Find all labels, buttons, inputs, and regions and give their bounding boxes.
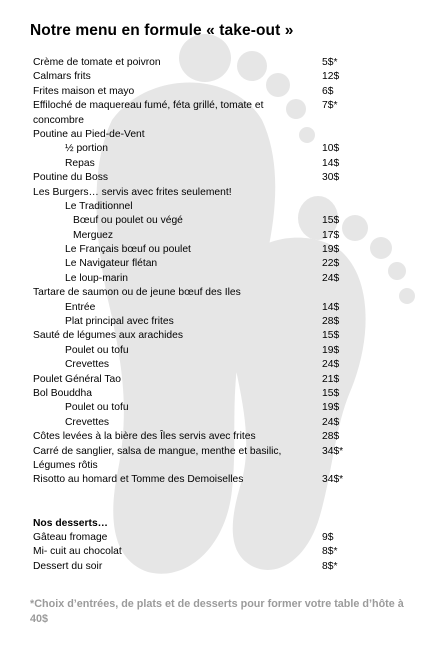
right-foot-toe (388, 262, 406, 280)
menu-item-price: 14$ (322, 157, 340, 169)
menu-item-name: Le loup-marin (65, 272, 128, 284)
menu-item (33, 430, 353, 444)
desserts-heading (33, 517, 353, 531)
menu-item-price: 34$* (322, 445, 344, 457)
menu-item-price: 5$* (322, 57, 338, 68)
menu-item-name: Poutine du Boss (33, 172, 108, 184)
menu-item-name: Poulet ou tofu (65, 402, 129, 414)
menu-item (33, 56, 353, 70)
menu-item (33, 272, 353, 286)
menu-item (33, 315, 353, 329)
menu-item (33, 286, 353, 300)
section-spacer (33, 502, 353, 516)
menu-item (33, 358, 353, 372)
menu-item-name: Crème de tomate et poivron (33, 57, 161, 68)
menu-item-price: 21$ (322, 373, 340, 385)
menu-item-name: Frites maison et mayo (33, 85, 135, 97)
menu-item (33, 200, 353, 214)
menu-item-price: 24$ (322, 359, 340, 371)
menu-item (33, 99, 353, 128)
menu-item (33, 70, 353, 84)
menu-item-price: 6$ (322, 85, 334, 97)
menu-item-price: 15$ (322, 215, 340, 227)
section-spacer (33, 488, 353, 502)
menu-item (33, 401, 353, 415)
menu-item-name: Crevettes (65, 416, 110, 428)
menu-item-name: Calmars frits (33, 71, 91, 83)
menu-item (33, 142, 353, 156)
table-dhote-footnote: *Choix d’entrées, de plats et de desserts pour former votre table d’hôte à 40$ (30, 598, 404, 625)
right-foot-toe (399, 288, 415, 304)
menu-item-price: 28$ (322, 431, 340, 443)
menu-item-name: Tartare de saumon ou de jeune bœuf des Iles (33, 287, 241, 299)
menu-item-price: 34$* (322, 474, 344, 486)
menu-item-name: Bœuf ou poulet ou végé (73, 215, 183, 227)
menu-item (33, 186, 353, 200)
menu-item (33, 416, 353, 430)
menu-item-price: 14$ (322, 301, 340, 313)
menu-item (33, 329, 353, 343)
menu-item-price: 17$ (322, 229, 340, 241)
menu-item-name: Carré de sanglier, salsa de mangue, menthe et basilic, Légumes rôtis (33, 445, 282, 471)
menu-item-name: Entrée (65, 301, 96, 313)
menu-item (33, 214, 353, 228)
menu-item (33, 128, 353, 142)
menu-item (33, 257, 353, 271)
menu-item-price: 15$ (322, 388, 340, 399)
menu-item (33, 387, 353, 401)
menu-item-name: Merguez (73, 229, 114, 241)
menu-item (33, 344, 353, 358)
menu-item (33, 243, 353, 257)
menu-item-name: Plat principal avec frites (65, 316, 174, 328)
menu-item-price: 19$ (322, 244, 340, 256)
menu-item-name: Gâteau fromage (33, 531, 108, 543)
menu-item-name: Côtes levées à la bière des Îles servis avec frites (33, 431, 256, 443)
menu-item-price: 10$ (322, 143, 340, 155)
menu-item-name: Bol Bouddha (33, 388, 92, 399)
menu-item-price: 9$ (322, 531, 334, 543)
menu-item-price: 15$ (322, 330, 340, 342)
menu-item-price: 19$ (322, 344, 340, 356)
menu-item-price: 24$ (322, 272, 340, 284)
menu-item-name: Poulet Général Tao (33, 373, 121, 385)
menu-item (33, 445, 353, 474)
menu-item-name: Nos desserts… (33, 517, 108, 529)
dessert-item (33, 545, 353, 559)
menu-item-name: Sauté de légumes aux arachides (33, 330, 183, 342)
menu-item-price: 22$ (322, 258, 340, 270)
menu-item-price: 30$ (322, 172, 340, 184)
menu-item-price: 8$* (322, 560, 338, 572)
menu-item-price: 8$* (322, 546, 338, 558)
menu-item-price: 12$ (322, 71, 340, 83)
menu-item-name: Mi- cuit au chocolat (33, 546, 122, 558)
menu-item (33, 373, 353, 387)
menu-item (33, 229, 353, 243)
dessert-item (33, 531, 353, 545)
menu-item-name: Le Français bœuf ou poulet (65, 244, 191, 256)
right-foot-toe (370, 237, 392, 259)
menu-item-name: ½ portion (65, 143, 108, 155)
menu-item-name: Crevettes (65, 359, 110, 371)
menu-item-name: Effiloché de maquereau fumé, féta grillé, tomate et concombre (33, 100, 264, 126)
menu-item-name: Le Navigateur flétan (65, 258, 158, 270)
dessert-item (33, 560, 353, 574)
menu-item (33, 473, 353, 487)
menu-item (33, 301, 353, 315)
menu-item-price: 19$ (322, 402, 340, 414)
menu-item-price: 7$* (322, 100, 338, 112)
menu-item-price: 28$ (322, 316, 340, 328)
menu-item (33, 171, 353, 185)
menu-item-name: Poutine au Pied-de-Vent (33, 128, 145, 140)
menu-item-price: 24$ (322, 416, 340, 428)
menu-item-name: Le Traditionnel (65, 200, 133, 212)
menu-item-name: Risotto au homard et Tomme des Demoiselles (33, 474, 244, 486)
menu-item-name: Dessert du soir (33, 560, 103, 572)
page-title: Notre menu en formule « take-out » (30, 22, 294, 39)
menu-item (33, 85, 353, 99)
menu-item-name: Poulet ou tofu (65, 344, 129, 356)
menu-item-name: Repas (65, 157, 95, 169)
menu-list (33, 56, 353, 574)
menu-item-name: Les Burgers… servis avec frites seulement! (33, 186, 232, 198)
menu-item (33, 157, 353, 171)
